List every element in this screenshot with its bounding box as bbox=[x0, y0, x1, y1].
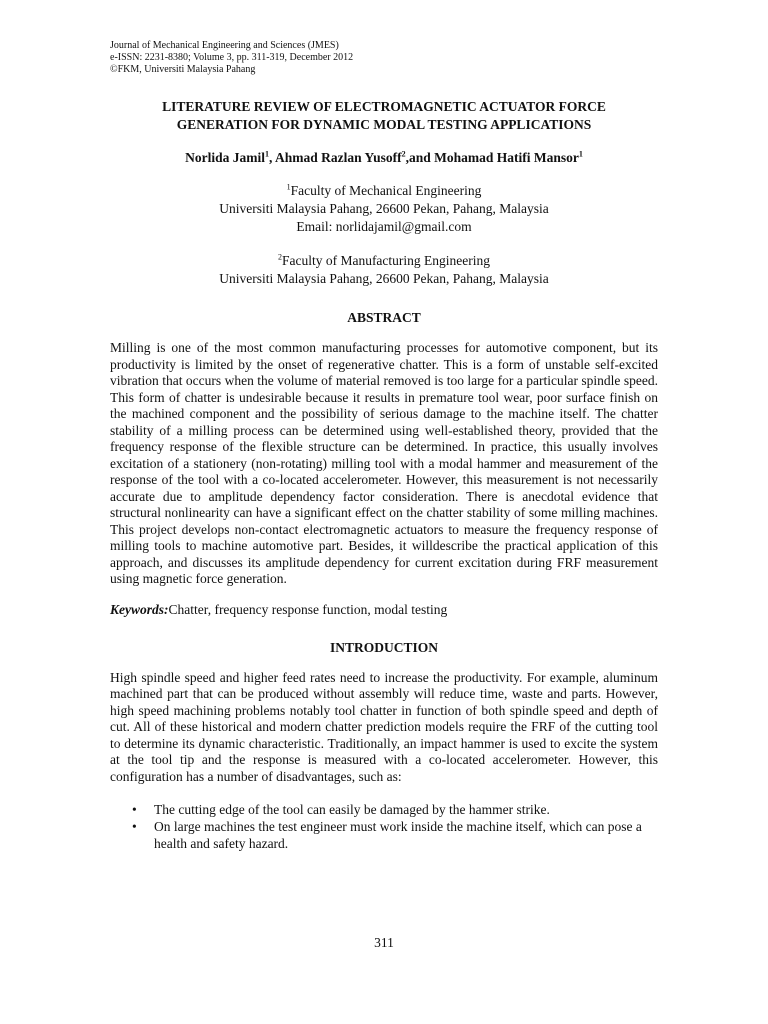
affiliation-1 bbox=[110, 182, 658, 236]
affiliation-1-email: Email: norlidajamil@gmail.com bbox=[296, 219, 472, 234]
affiliation-1-faculty: Faculty of Mechanical Engineering bbox=[290, 183, 482, 198]
journal-name: Journal of Mechanical Engineering and Sciences (JMES) bbox=[110, 40, 339, 51]
bullet-icon: • bbox=[132, 802, 137, 817]
affiliation-1-address: Universiti Malaysia Pahang, 26600 Pekan, Pahang, Malaysia bbox=[219, 201, 549, 216]
author-list: Norlida Jamil$^1$, Ahmad Razlan Yusoff$^2$,and Mohamad Hatifi Mansor$^1$ bbox=[185, 149, 583, 165]
bullet-icon: • bbox=[132, 819, 137, 834]
introduction-heading: INTRODUCTION bbox=[329, 639, 438, 655]
affiliation-2-address: Universiti Malaysia Pahang, 26600 Pekan, Pahang, Malaysia bbox=[219, 271, 549, 286]
abstract-text: Milling is one of the most common manufacturing processes for automotive component, but its productivity is limited by the onset of regenerative chatter. This is a form of unstable self-excited vibration that occurs when the volume of material removed is too large for a particular spindle speed. This form of chatter is undesirable because it results in premature tool wear, poor surface finish on the machined component and the possibility of serious damage to the machine itself. The chatter stability of a milling process can be determined using well-established theory, provided that the frequency response of the flexible structure can be determined. In practice, this usually involves excitation of a stationery (non-rotating) milling tool with a modal hammer and measurement of the response of the tool with a co-located accelerometer. However, this measurement is not necessarily accurate due to amplitude dependency factor consideration. There is anecdotal evidence that structural nonlinearity can have a significant effect on the chatter stability of some milling machines. This project develops non-contact electromagnetic actuators to measure the frequency response of milling tools to machine automotive part. Besides, it willdescribe the practical application of this approach, and discusses its amplitude dependency for current excitation during FRF measurement using magnetic force generation. bbox=[110, 340, 658, 586]
author-2-affil-mark: 2 bbox=[401, 149, 406, 159]
paper-title bbox=[110, 98, 658, 134]
keywords-label: Keywords: bbox=[110, 601, 169, 617]
affiliation-2 bbox=[110, 252, 658, 288]
author-3: and Mohamad Hatifi Mansor bbox=[408, 150, 579, 165]
keywords-text: Chatter, frequency response function, modal testing bbox=[168, 601, 448, 617]
page-number: 311 bbox=[374, 935, 394, 950]
affiliation-2-mark: 2 bbox=[277, 252, 282, 262]
author-1: Norlida Jamil bbox=[185, 150, 266, 165]
abstract-heading: ABSTRACT bbox=[347, 310, 421, 325]
paper-title-line-2: GENERATION FOR DYNAMIC MODAL TESTING APPLICATIONS bbox=[176, 117, 592, 132]
affiliation-1-mark: 1 bbox=[286, 182, 291, 192]
disadvantages-list bbox=[110, 801, 658, 852]
paper-title-line-1: LITERATURE REVIEW OF ELECTROMAGNETIC ACTUATOR FORCE bbox=[162, 99, 606, 114]
journal-header bbox=[110, 40, 658, 76]
introduction-text: High spindle speed and higher feed rates need to increase the productivity. For example, aluminum machined part that can be produced without assembly will reduce time, waste and parts. However, high speed machining problems notably tool chatter in function of both spindle speed and depth of cut. All of these historical and modern chatter prediction models require the FRF of the cutting tool to determine its dynamic characteristic. Traditionally, an impact hammer is used to excite the system at the tool tip and the response is measured with a co-located accelerometer. However, this configuration has a number of disadvantages, such as: bbox=[110, 669, 658, 784]
author-1-affil-mark: 1 bbox=[265, 149, 270, 159]
list-item bbox=[110, 801, 658, 818]
affiliation-2-faculty: Faculty of Manufacturing Engineering bbox=[281, 253, 491, 268]
journal-issn: e-ISSN: 2231-8380; Volume 3, pp. 311-319, December 2012 bbox=[110, 52, 354, 63]
author-3-affil-mark: 1 bbox=[578, 149, 583, 159]
list-item bbox=[110, 818, 658, 852]
journal-copyright: ©FKM, Universiti Malaysia Pahang bbox=[110, 64, 256, 75]
author-2: Ahmad Razlan Yusoff bbox=[275, 150, 402, 165]
list-item-text: On large machines the test engineer must work inside the machine itself, which can pose a health and safety hazard. bbox=[154, 819, 642, 851]
list-item-text: The cutting edge of the tool can easily be damaged by the hammer strike. bbox=[154, 802, 550, 817]
keywords bbox=[110, 602, 658, 618]
